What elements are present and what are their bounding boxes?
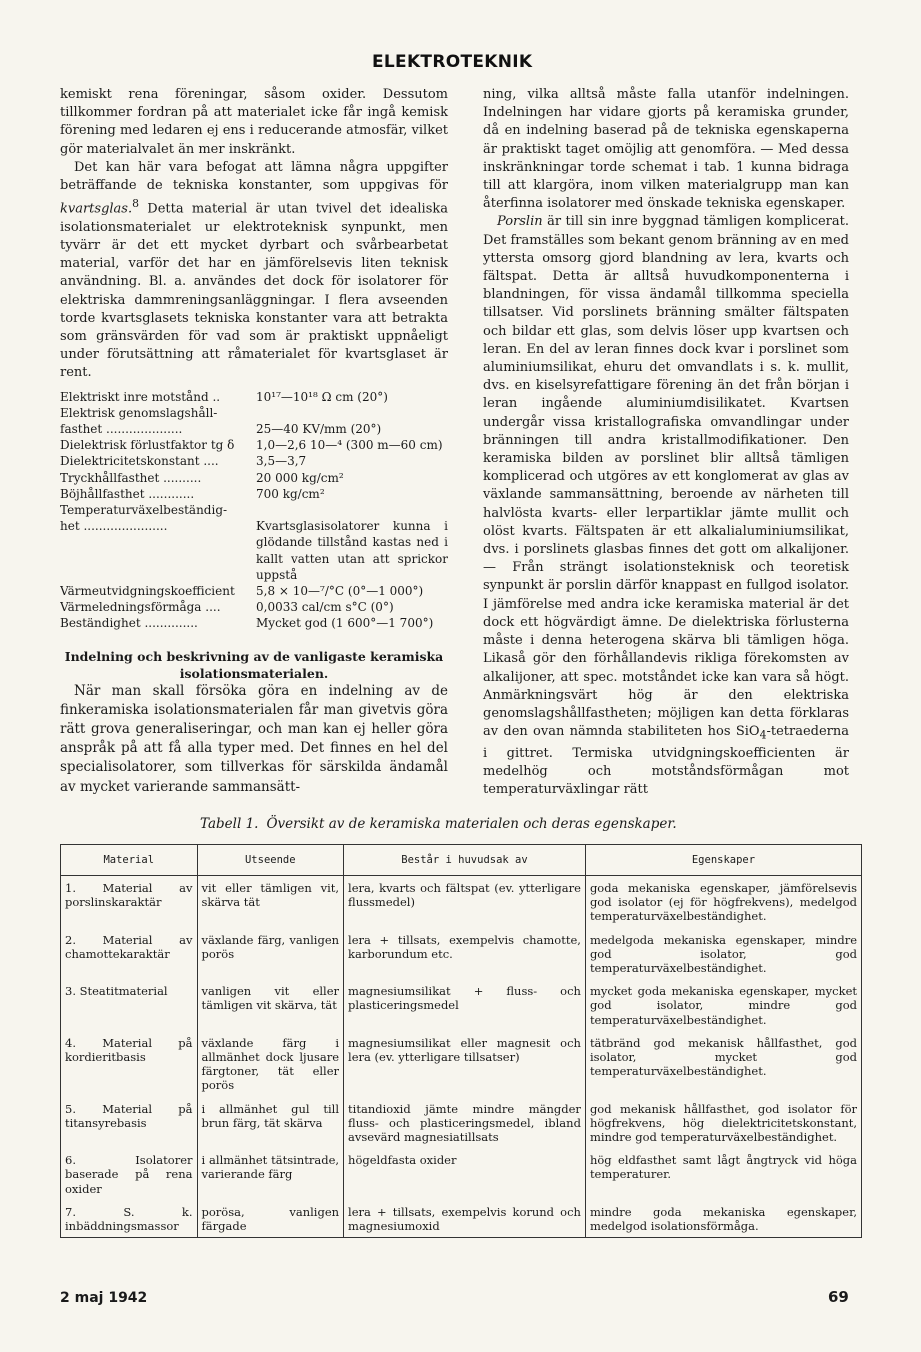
footer-date: 2 maj 1942 xyxy=(60,1290,148,1306)
property-value: 25—40 KV/mm (20°) xyxy=(256,421,382,436)
property-value: 20 000 kg/cm² xyxy=(256,470,344,485)
property-row xyxy=(60,437,448,453)
table-cell: växlande färg i allmänhet dock ljusare färgtoner, tät eller porös xyxy=(197,1031,344,1097)
table-caption xyxy=(200,816,677,832)
page-number: 69 xyxy=(828,1288,849,1306)
property-label: Böjhållfasthet ............ xyxy=(60,486,195,501)
property-value: 5,8 × 10—⁷/°C (0°—1 000°) xyxy=(256,584,424,599)
text-span: -tetraederna i gittret. Termiska utvidgningskoefficienten är medelhög och motståndsförmågan mot temperaturväxlingar rätt xyxy=(483,724,849,798)
column-header-appearance: Utseende xyxy=(197,845,344,876)
property-value xyxy=(256,405,448,421)
footnote-ref: 8 xyxy=(132,197,140,211)
table-row xyxy=(61,1200,862,1238)
table-cell: hög eldfasthet samt lågt ångtryck vid höga temperaturer. xyxy=(585,1148,861,1200)
property-row xyxy=(60,389,448,405)
left-column xyxy=(60,86,448,797)
property-row xyxy=(60,405,448,421)
property-row xyxy=(60,518,448,583)
table-cell: lera + tillsats, exempelvis chamotte, karborundum etc. xyxy=(344,928,586,980)
property-label: Temperaturväxelbeständig- xyxy=(60,503,228,517)
table-cell: titandioxid jämte mindre mängder fluss- och plasticeringsmedel, ibland avsevärd magnesiatillsats xyxy=(344,1097,586,1149)
table-cell: tätbränd god mekanisk hållfasthet, god isolator, mycket god temperaturväxelbeständighet. xyxy=(585,1031,861,1097)
property-value: 3,5—3,7 xyxy=(256,454,307,469)
column-header-material: Material xyxy=(61,845,198,876)
property-value xyxy=(256,502,448,518)
table-row xyxy=(61,1031,862,1097)
table-cell: 6. Isolatorer baserade på rena oxider xyxy=(61,1148,198,1200)
column-header-properties: Egenskaper xyxy=(585,845,861,876)
italic-term: Porslin xyxy=(497,214,543,230)
table-cell: medelgoda mekaniska egenskaper, mindre god isolator, god temperaturväxelbeständighet. xyxy=(585,928,861,980)
property-label: het ...................... xyxy=(60,519,168,534)
table-cell: lera + tillsats, exempelvis korund och magnesiumoxid xyxy=(344,1200,586,1238)
property-value: 0,0033 cal/cm s°C (0°) xyxy=(256,600,394,615)
property-label: Dielektrisk förlustfaktor tg δ xyxy=(60,438,235,453)
property-row xyxy=(60,615,448,631)
section-heading: Indelning och beskrivning av de vanligaste keramiska isolationsmaterialen. xyxy=(64,648,444,681)
table-row xyxy=(61,979,862,1031)
text-span: är till sin inre byggnad tämligen komplicerat. Det framställes som bekant genom bränning av en med yttersta omsorg gjord blandning av lera, kvarts och fältspat. Detta är alltså huvudkomponenterna i blandningen, för vissa ändamål tillkomma speciella tillsatser. Vid porslinets bränning smälter fältspaten och bildar ett glas, som delvis löser upp kvartsen och leran. En del av leran finnes dock kvar i porslinet som aluminiumsilikat, ehuru det omvandlats i s. k. mullit, dvs. en kiselsyrefattigare förening än det från början i leran ingående aluminiumdisilikatet. Kvartsen undergår vissa kristallografiska omvandlingar under bränningen till andra kristallmodifikationer. Den keramiska bilden av porslinet blir alltså tämligen komplicerad och utgöres av ett konglomerat av glas av växlande sammansättning, beroende av närheten till halvlösta kvarts- eller lerpartiklar jämte mullit och olöst kvarts. Fältspaten är ett alkalialuminiumsilikat, dvs. i porslinets glasbas finnes det gott om alkalijoner. — Från strängt isolationsteknisk och teoretisk synpunkt är porslin därför knappast en fullgod isolator. I jämförelse med andra icke keramiska material är det dock ett högvärdigt ämne. De dielektriska förlusterna måste i denna heterogena skärva bli tämligen höga. Likaså gör den förhållandevis rikliga förekomsten av alkalijoner, att spec. motståndet icke kan vara så högt. Anmärkningsvärt hög är den elektriska genomslagshållfastheten; möjligen kan detta förklaras av den ovan nämnda stabiliteten hos xyxy=(483,214,849,740)
table-cell: lera, kvarts och fältspat (ev. ytterligare flussmedel) xyxy=(344,876,586,928)
table-cell: mycket goda mekaniska egenskaper, mycket god isolator, mindre god temperaturväxelbeständighet. xyxy=(585,979,861,1031)
table-cell: 7. S. k. inbäddningsmassor xyxy=(61,1200,198,1238)
property-label: Värmeledningsförmåga .... xyxy=(60,600,221,615)
property-row xyxy=(60,502,448,518)
table-cell: vit eller tämligen vit, skärva tät xyxy=(197,876,344,928)
text-span: Detta material är utan tvivel det idealiska isolationsmaterialet ur elektroteknisk synpunkt, men tyvärr är det ett mycket dyrbart och svårbearbetat material, varför det har en jämförelsevis liten teknisk användning. Bl. a. användes det dock för isolatorer för elektriska dammreningsanläggningar. I flera avseenden torde kvartsglasets tekniska konstanter vara att betrakta som gränsvärden för vad som är praktiskt uppnåeligt under förutsättning att råmaterialet för kvartsglaset är rent. xyxy=(60,201,448,381)
table-cell: i allmänhet tätsintrade, varierande färg xyxy=(197,1148,344,1200)
property-row xyxy=(60,453,448,469)
table-cell: god mekanisk hållfasthet, god isolator för högfrekvens, hög dielektricitetskonstant, mindre god temperaturväxelbeständighet. xyxy=(585,1097,861,1149)
table-cell: porösa, vanligen färgade xyxy=(197,1200,344,1238)
table-caption-text: Översikt av de keramiska materialen och deras egenskaper. xyxy=(266,816,677,832)
property-label: Dielektricitetskonstant .... xyxy=(60,454,219,469)
materials-table xyxy=(60,844,862,1238)
table-row xyxy=(61,1097,862,1149)
property-label: fasthet .................... xyxy=(60,421,183,436)
property-row xyxy=(60,421,448,437)
property-label: Elektrisk genomslagshåll- xyxy=(60,405,218,420)
right-column xyxy=(483,86,849,800)
property-value: Kvartsglasisolatorer kunna i glödande tillstånd kastas ned i kallt vatten utan att sprickor uppstå xyxy=(256,519,448,582)
property-label: Beständighet .............. xyxy=(60,616,198,631)
property-label: Tryckhållfasthet .......... xyxy=(60,470,202,485)
property-value: Mycket god (1 600°—1 700°) xyxy=(256,616,434,631)
paragraph-kvartsglas xyxy=(60,159,448,383)
paragraph: kemiskt rena föreningar, såsom oxider. Dessutom tillkommer fordran på att materialet icke får ingå kemisk förening med ledaren ej ens i reducerande atmosfär, vilket gör materialvalet än mer inskränkt. xyxy=(60,87,448,157)
paragraph: När man skall försöka göra en indelning av de finkeramiska isolationsmaterialen får man givetvis göra rätt grova generaliseringar, och man kan ej heller göra anspråk på att få alla typer med. Det finnes en hel del specialisolatorer, som tillverkas för särskilda ändamål av mycket varierande sammansätt- xyxy=(60,682,448,795)
property-label: Elektriskt inre motstånd .. xyxy=(60,389,221,404)
paragraph-porslin xyxy=(483,213,849,799)
table-cell: magnesiumsilikat eller magnesit och lera (ev. ytterligare tillsatser) xyxy=(344,1031,586,1097)
table-row xyxy=(61,1148,862,1200)
page-header: ELEKTROTEKNIK xyxy=(372,52,533,72)
paragraph: ning, vilka alltså måste falla utanför indelningen. Indelningen har vidare gjorts på keramiska grunder, då en indelning baserad på de tekniska egenskaperna är praktiskt taget omöjlig att genomföra. — Med dessa inskränkningar torde schemat i tab. 1 kunna bidraga till att klargöra, inom vilken materialgrupp man kan återfinna isolatorer med önskade tekniska egenskaper. xyxy=(483,87,849,212)
text-span: Det kan här vara befogat att lämna några uppgifter beträffande de tekniska konstanter, som uppgivas för xyxy=(60,159,448,194)
table-cell: goda mekaniska egenskaper, jämförelsevis god isolator (ej för högfrekvens), medelgod temperaturväxelbeständighet. xyxy=(585,876,861,928)
table-cell: 1. Material av porslinskaraktär xyxy=(61,876,198,928)
property-row xyxy=(60,583,448,599)
property-value: 10¹⁷—10¹⁸ Ω cm (20°) xyxy=(256,389,388,404)
table-cell: magnesiumsilikat + fluss- och plasticeringsmedel xyxy=(344,979,586,1031)
italic-term: kvartsglas. xyxy=(60,201,133,217)
table-cell: i allmänhet gul till brun färg, tät skärva xyxy=(197,1097,344,1149)
property-value: 700 kg/cm² xyxy=(256,486,325,501)
property-row xyxy=(60,599,448,615)
table-row xyxy=(61,876,862,928)
table-cell: mindre goda mekaniska egenskaper, medelgod isolationsförmåga. xyxy=(585,1200,861,1238)
table-header-row xyxy=(61,845,862,876)
table-cell: växlande färg, vanligen porös xyxy=(197,928,344,980)
property-row xyxy=(60,486,448,502)
column-header-composition: Består i huvudsak av xyxy=(344,845,586,876)
table-cell: högeldfasta oxider xyxy=(344,1148,586,1200)
properties-list xyxy=(60,389,448,632)
table-cell: 3. Steatitmaterial xyxy=(61,979,198,1031)
table-cell: 2. Material av chamottekaraktär xyxy=(61,928,198,980)
table-caption-label: Tabell 1. xyxy=(200,816,259,832)
chemical-formula: SiO xyxy=(735,724,760,740)
table-cell: vanligen vit eller tämligen vit skärva, tät xyxy=(197,979,344,1031)
property-label: Värmeutvidgningskoefficient xyxy=(60,584,235,599)
table-row xyxy=(61,928,862,980)
table-cell: 5. Material på titansyrebasis xyxy=(61,1097,198,1149)
property-value: 1,0—2,6 10—⁴ (300 m—60 cm) xyxy=(256,438,443,453)
property-row xyxy=(60,470,448,486)
table-cell: 4. Material på kordieritbasis xyxy=(61,1031,198,1097)
formula-subscript: 4 xyxy=(759,728,767,742)
